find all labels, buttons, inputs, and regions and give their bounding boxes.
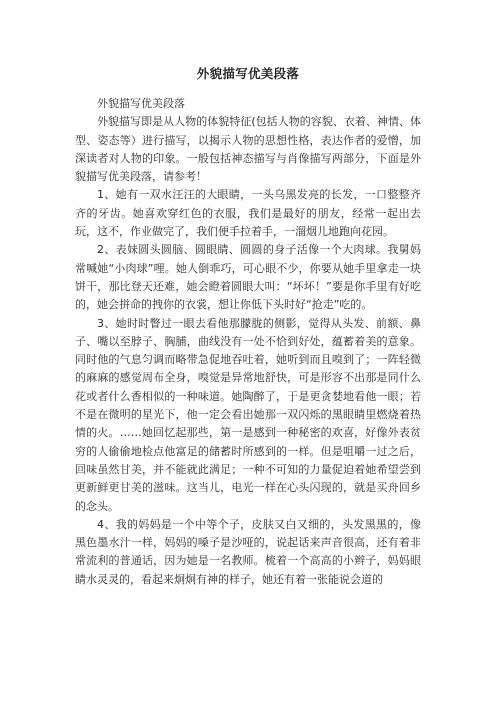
section-heading: 外貌描写优美段落 xyxy=(97,97,185,110)
paragraph-1: 1、她有一双水汪汪的大眼睛，一头乌黑发亮的长发，一口整整齐齐的牙齿。她喜欢穿红色的衣服，我们是最好的朋友，经常一起出去玩，这不，作业做完了，我们便手拉着手，一溜烟儿地跑向花园。 xyxy=(75,188,421,239)
paragraph-4: 4、我的妈妈是一个中等个子，皮肤又白又细的，头发黑黑的，像黑色墨水汁一样，妈妈的嗓子是沙哑的，说起话来声音很高，还有着非常流利的普通话，因为她是一名教师。梳着一个高高的小辫子，妈妈眼睛水灵灵的，看起来炯炯有神的样子，她还有着一张能说会道的 xyxy=(75,517,421,586)
document-title: 外貌描写优美段落 xyxy=(196,66,300,81)
paragraph-3: 3、她时时瞥过一眼去看他那朦胧的侧影，觉得从头发、前额、鼻子、嘴以至脖子、胸脯，曲线没有一处不恰到好处，蕴蓄着美的意象。同时他的气息匀调而略带急促地吞吐着，她听到而且嗅到了；一阵轻微的麻麻的感觉周布全身，嗅觉是异常地舒快，可是形容不出那是同什么花或者什么香相似的一种味道。她陶醉了，于是更贪婪地看他一眼；若不是在微明的星光下，他一定会看出她那一双闪烁的黑眼睛里燃烧着热情的火。……她回忆起那些，第一是感到一种秘密的欢喜，好像外表贫穷的人偷偷地检点他富足的储蓄时所感到的一样。但是咀嚼一过之后，回味虽然甘美，并不能就此满足；一种不可知的力量促迫着她希望尝到更新鲜更甘美的滋味。这当儿，电光一样在心头闪现的，就是买舟回乡的念头。 xyxy=(75,316,421,513)
document-body xyxy=(75,95,421,589)
intro-paragraph: 外貌描写即是从人物的体貌特征(包括人物的容貌、衣着、神情、体型、姿态等）进行描写，以揭示人物的思想性格，表达作者的爱憎，加深读者对人物的印象。一般包括神态描写与肖像描写两部分，下面是外貌描写优美段落，请参考！ xyxy=(75,115,421,184)
paragraph-2: 2、表妹圆头圆脑、圆眼睛、圆圆的身子活像一个大肉球。我舅妈常喊她“小肉球”哩。她人倒乖巧，可心眼不少，你要从她手里拿走一块饼干，那比登天还难，她会瞪着圆眼大叫：“坏坏！”要是你手里有好吃的，她会拼命的拽你的衣裳，想让你低下头时好“抢走”吃的。 xyxy=(75,243,421,312)
